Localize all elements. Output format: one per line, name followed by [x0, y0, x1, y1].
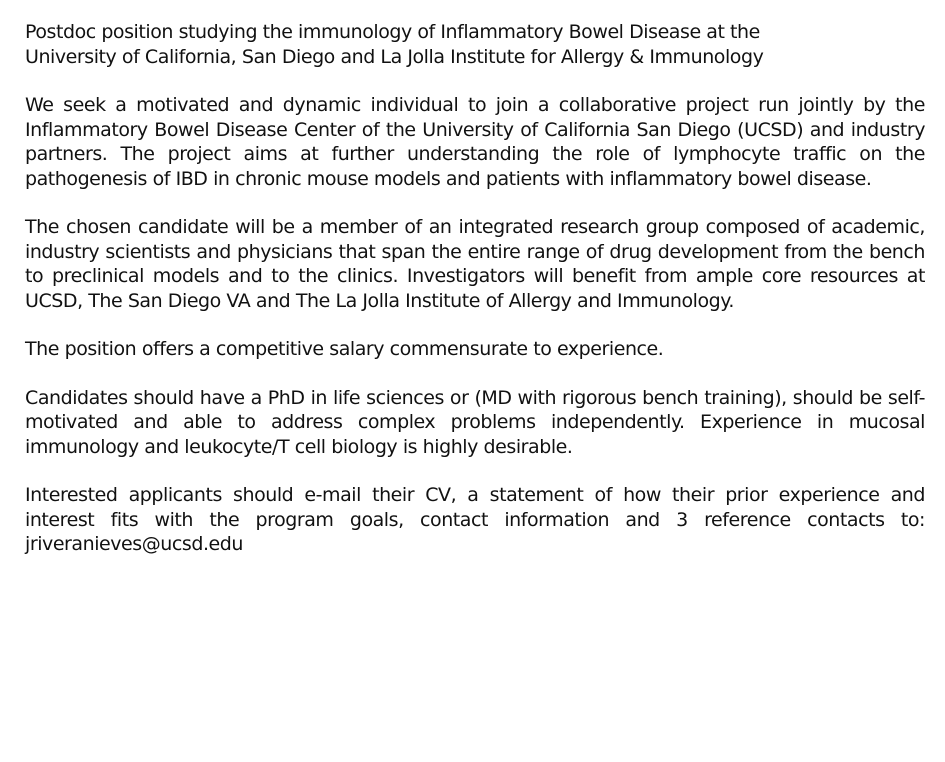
posting-title-line-2: University of California, San Diego and La Jolla Institute for Allergy & Immunology [25, 45, 764, 68]
posting-title-line-1: Postdoc position studying the immunology of Inflammatory Bowel Disease at the [25, 21, 760, 43]
posting-title [25, 20, 925, 69]
paragraph-project-description: We seek a motivated and dynamic individual to join a collaborative project run jointly by the Inflammatory Bowel Disease Center of the University of California San Diego (UCSD) and industry partners. The project aims at further understanding the role of lymphocyte traffic on the pathogenesis of IBD in chronic mouse models and patients with inflammatory bowel disease. [25, 94, 925, 190]
paragraph-research-group: The chosen candidate will be a member of an integrated research group composed of academic, industry scientists and physicians that span the entire range of drug development from the bench to preclinical models and to the clinics. Investigators will benefit from ample core resources at UCSD, The San Diego VA and The La Jolla Institute of Allergy and Immunology. [25, 216, 925, 312]
paragraph-requirements: Candidates should have a PhD in life sciences or (MD with rigorous bench training), should be self-motivated and able to address complex problems independently. Experience in mucosal immunology and leukocyte/T cell biology is highly desirable. [25, 386, 925, 458]
job-posting-document [25, 20, 925, 581]
paragraph-salary: The position offers a competitive salary commensurate to experience. [25, 338, 664, 360]
paragraph-application-instructions: Interested applicants should e-mail their CV, a statement of how their prior experience and interest fits with the program goals, contact information and 3 reference contacts to: jriveranieves@ucsd.edu [25, 484, 925, 555]
